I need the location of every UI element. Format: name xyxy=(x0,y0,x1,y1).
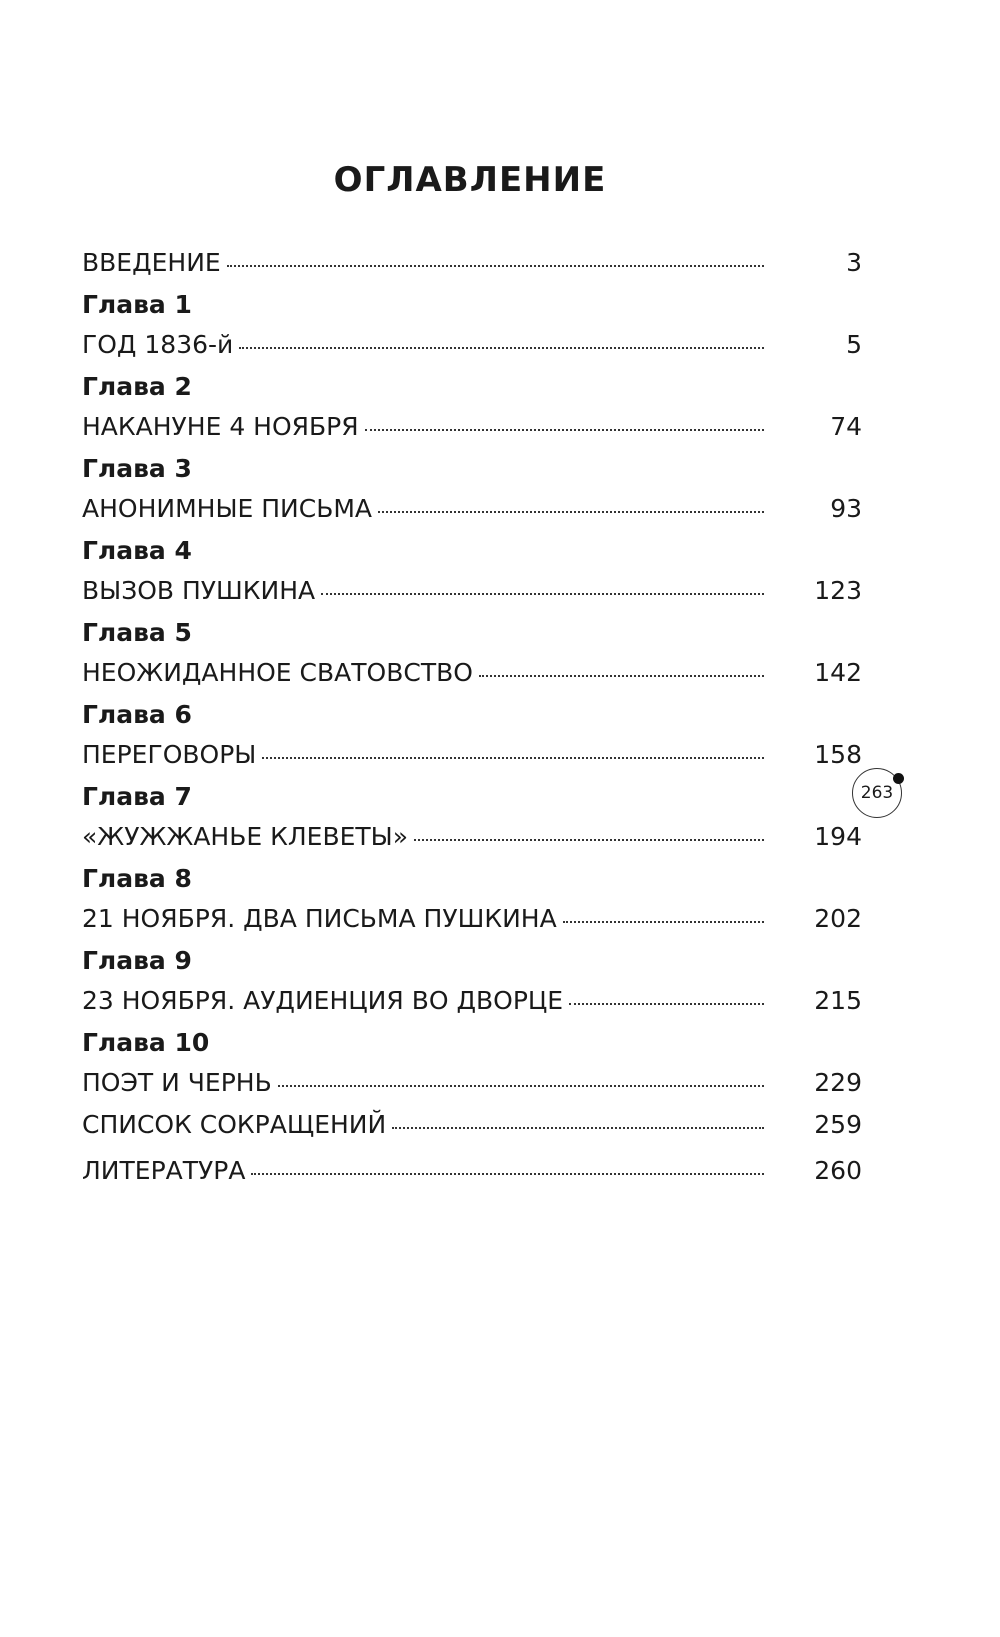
dot-leader xyxy=(563,920,764,923)
dot-leader xyxy=(569,1002,764,1005)
toc-page-number: 142 xyxy=(814,658,862,687)
dot-leader xyxy=(414,838,764,841)
chapter-heading: Глава 10 xyxy=(82,1028,210,1057)
toc-entry[interactable] xyxy=(82,412,862,454)
chapter-heading: Глава 6 xyxy=(82,700,192,729)
toc-page-number: 202 xyxy=(814,904,862,933)
chapter-heading: Глава 8 xyxy=(82,864,192,893)
dot-leader xyxy=(321,592,764,595)
toc-entry[interactable] xyxy=(82,576,862,618)
toc-entry[interactable] xyxy=(82,986,862,1028)
toc-entry[interactable] xyxy=(82,1110,862,1156)
toc-entry-label: ВВЕДЕНИЕ xyxy=(82,248,221,277)
toc-entry-label: «ЖУЖЖАНЬЕ КЛЕВЕТЫ» xyxy=(82,822,409,851)
toc-entry-label: НЕОЖИДАННОЕ СВАТОВСТВО xyxy=(82,658,473,687)
bullet-dot-icon xyxy=(893,773,904,784)
toc-page-number: 260 xyxy=(814,1156,862,1185)
chapter-heading: Глава 5 xyxy=(82,618,192,647)
toc-entry[interactable] xyxy=(82,330,862,372)
chapter-heading: Глава 7 xyxy=(82,782,192,811)
dot-leader xyxy=(227,264,764,267)
toc-entry-label: ПЕРЕГОВОРЫ xyxy=(82,740,257,769)
toc-entry[interactable] xyxy=(82,904,862,946)
chapter-heading: Глава 2 xyxy=(82,372,192,401)
toc-entry-label: 21 НОЯБРЯ. ДВА ПИСЬМА ПУШКИНА xyxy=(82,904,557,933)
toc-page-number: 215 xyxy=(814,986,862,1015)
toc-page-number: 74 xyxy=(830,412,862,441)
toc-entry-label: ГОД 1836-й xyxy=(82,330,234,359)
toc-page-number: 194 xyxy=(814,822,862,851)
chapter-heading: Глава 9 xyxy=(82,946,192,975)
dot-leader xyxy=(251,1172,764,1175)
chapter-heading: Глава 1 xyxy=(82,290,192,319)
dot-leader xyxy=(262,756,764,759)
dot-leader xyxy=(479,674,764,677)
toc-entry[interactable] xyxy=(82,658,862,700)
table-of-contents xyxy=(82,248,862,1202)
toc-page-number: 229 xyxy=(814,1068,862,1097)
toc-page-number: 93 xyxy=(830,494,862,523)
toc-entry[interactable] xyxy=(82,822,862,864)
toc-page-number: 3 xyxy=(846,248,862,277)
dot-leader xyxy=(365,428,764,431)
toc-entry-label: 23 НОЯБРЯ. АУДИЕНЦИЯ ВО ДВОРЦЕ xyxy=(82,986,564,1015)
toc-entry-label: ПОЭТ И ЧЕРНЬ xyxy=(82,1068,272,1097)
toc-entry-label: НАКАНУНЕ 4 НОЯБРЯ xyxy=(82,412,359,441)
dot-leader xyxy=(239,346,764,349)
toc-entry-label: АНОНИМНЫЕ ПИСЬМА xyxy=(82,494,373,523)
dot-leader xyxy=(278,1084,764,1087)
toc-entry-label: ВЫЗОВ ПУШКИНА xyxy=(82,576,316,605)
toc-entry-label: СПИСОК СОКРАЩЕНИЙ xyxy=(82,1110,387,1139)
toc-entry[interactable] xyxy=(82,1156,862,1202)
page-number-badge: 263 xyxy=(852,768,902,818)
toc-page-number: 158 xyxy=(814,740,862,769)
toc-entry[interactable] xyxy=(82,1068,862,1110)
page-title: ОГЛАВЛЕНИЕ xyxy=(333,160,607,200)
toc-page-number: 5 xyxy=(846,330,862,359)
toc-entry-label: ЛИТЕРАТУРА xyxy=(82,1156,246,1185)
toc-entry[interactable] xyxy=(82,494,862,536)
toc-entry[interactable] xyxy=(82,248,862,290)
toc-entry[interactable] xyxy=(82,740,862,782)
dot-leader xyxy=(392,1126,764,1129)
chapter-heading: Глава 4 xyxy=(82,536,192,565)
toc-page-number: 259 xyxy=(814,1110,862,1139)
toc-page-number: 123 xyxy=(814,576,862,605)
dot-leader xyxy=(378,510,764,513)
chapter-heading: Глава 3 xyxy=(82,454,192,483)
